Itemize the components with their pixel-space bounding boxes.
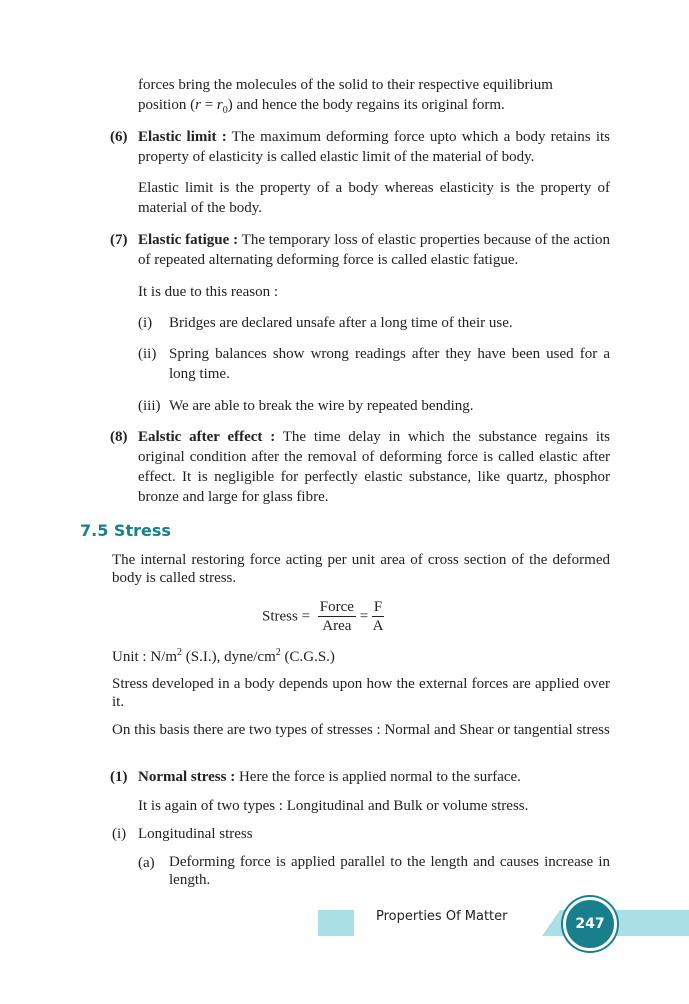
sub-item-iii-text: We are able to break the wire by repeated bending. <box>169 398 474 414</box>
fraction-denominator-a: A <box>372 618 384 634</box>
formula-lhs: Stress = <box>262 608 311 625</box>
stress-para-1: Stress developed in a body depends upon how the external forces are applied over it. <box>112 676 610 710</box>
sub-item-ii-number: (ii) <box>138 346 157 362</box>
stress-definition: The internal restoring force acting per unit area of cross section of the deformed body is called stress. <box>112 552 610 586</box>
fraction-numerator-f: F <box>373 599 383 615</box>
fraction-denominator-area: Area <box>322 618 352 634</box>
item-6-text: Elastic limit : The maximum deforming force upto which a body retains its property of elasticity is called elastic limit of the material of body. <box>138 129 610 165</box>
sub-item-ii-text: Spring balances show wrong readings after they have been used for a long time. <box>169 346 610 382</box>
fraction-f-a <box>372 598 384 635</box>
normal-stress-term: Normal stress : <box>138 769 236 785</box>
footer-band-left <box>318 910 354 936</box>
sub-item-i-number: (i) <box>138 315 153 331</box>
formula-equals: = <box>359 608 369 625</box>
longitudinal-number: (i) <box>112 826 127 842</box>
fraction-force-area <box>318 598 356 635</box>
fraction-numerator-force: Force <box>319 599 354 615</box>
item-6-term: Elastic limit : <box>138 129 227 145</box>
item-8-term: Ealstic after effect : <box>138 429 276 445</box>
item-7-text: Elastic fatigue : The temporary loss of elastic properties because of the action of repeated alternating deforming force is called elastic fatigue. <box>138 232 610 268</box>
stress-para-2: On this basis there are two types of stresses : Normal and Shear or tangential stress <box>112 722 610 738</box>
item-7-number: (7) <box>110 232 128 248</box>
stress-formula <box>262 598 384 635</box>
sub-item-i-text: Bridges are declared unsafe after a long time of their use. <box>169 315 513 331</box>
longitudinal-text: Longitudinal stress <box>138 826 253 842</box>
sub-a-text: Deforming force is applied parallel to the length and causes increase in length. <box>169 854 610 888</box>
footer-chapter-title: Properties Of Matter <box>376 909 508 924</box>
item-6-number: (6) <box>110 129 128 145</box>
continuation-line-1: forces bring the molecules of the solid to their respective equilibrium <box>138 77 553 93</box>
item-8-number: (8) <box>110 429 128 445</box>
paragraph-continuation: forces bring the molecules of the solid to their respective equilibrium position $(r = r_0)$ and hence the body regains its original form. <box>138 77 553 116</box>
page-number-badge: 247 <box>563 897 617 951</box>
item-7-term: Elastic fatigue : <box>138 232 239 248</box>
normal-stress-number: (1) <box>110 769 128 785</box>
sub-a-number: (a) <box>138 855 155 871</box>
item-7-reason: It is due to this reason : <box>138 284 278 300</box>
section-heading: 7.5 Stress <box>80 521 171 540</box>
stress-unit: Unit : $N/m^2$ (S.I.), dyne/$cm^2$ (C.G.S.) <box>112 647 335 665</box>
normal-stress-types: It is again of two types : Longitudinal and Bulk or volume stress. <box>138 798 529 814</box>
sub-item-iii-number: (iii) <box>138 398 161 414</box>
item-6-extra: Elastic limit is the property of a body whereas elasticity is the property of material of the body. <box>138 180 610 216</box>
normal-stress-text: Normal stress : Here the force is applied normal to the surface. <box>138 769 521 785</box>
item-8-text: Ealstic after effect : The time delay in which the substance regains its original condition after the removal of deforming force is called elastic after effect. It is negligible for perfectly elastic substance, like quartz, phosphor bronze and large for glass fibre. <box>138 429 610 505</box>
